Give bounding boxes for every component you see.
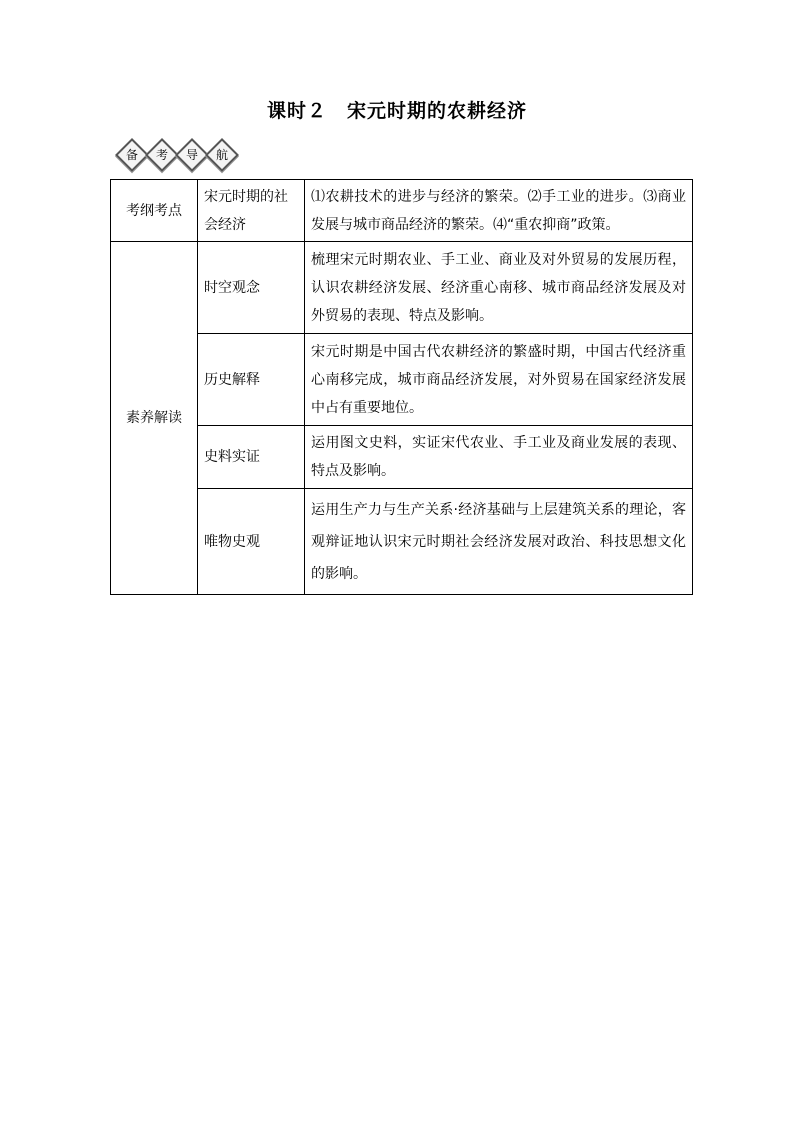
- nav-badge-4-label: 航: [215, 147, 229, 162]
- nav-badge-4: [205, 138, 239, 172]
- table-row: [111, 180, 693, 242]
- nav-badge-3-label: 导: [185, 147, 199, 162]
- row-content: 运用图文史料，实证宋代农业、手工业及商业发展的表现、特点及影响。: [305, 426, 693, 489]
- nav-badge-2-label: 考: [155, 147, 169, 162]
- nav-badge-1-label: 备: [125, 147, 139, 162]
- syllabus-table: [110, 179, 693, 595]
- row-content: 宋元时期是中国古代农耕经济的繁盛时期，中国古代经济重心南移完成，城市商品经济发展，对外贸易在国家经济发展中占有重要地位。: [305, 334, 693, 426]
- row-label: 时空观念: [198, 242, 305, 334]
- row-label: 历史解释: [198, 334, 305, 426]
- lesson-title: 课时２ 宋元时期的农耕经济: [266, 100, 527, 122]
- nav-badge-3: [175, 138, 209, 172]
- row-content: 梳理宋元时期农业、手工业、商业及对外贸易的发展历程，认识农耕经济发展、经济重心南移、城市商品经济发展及对外贸易的表现、特点及影响。: [305, 242, 693, 334]
- row-label: 唯物史观: [198, 489, 305, 595]
- row-content: 运用生产力与生产关系·经济基础与上层建筑关系的理论，客观辩证地认识宋元时期社会经济发展对政治、科技思想文化的影响。: [305, 489, 693, 595]
- nav-badge-1: [115, 138, 149, 172]
- row-content: ⑴农耕技术的进步与经济的繁荣。⑵手工业的进步。⑶商业发展与城市商品经济的繁荣。⑷“重农抑商”政策。: [305, 180, 693, 242]
- row-label: 史料实证: [198, 426, 305, 489]
- nav-badge-2: [145, 138, 179, 172]
- table-row: [111, 426, 693, 489]
- row-category-kaogang: 考纲考点: [111, 180, 198, 242]
- table-row: [111, 334, 693, 426]
- row-label: 宋元时期的社会经济: [198, 180, 305, 242]
- row-category-suyang: 素养解读: [111, 242, 198, 595]
- table-row: [111, 242, 693, 334]
- table-row: [111, 489, 693, 595]
- beikao-daohang-badge: [120, 140, 240, 170]
